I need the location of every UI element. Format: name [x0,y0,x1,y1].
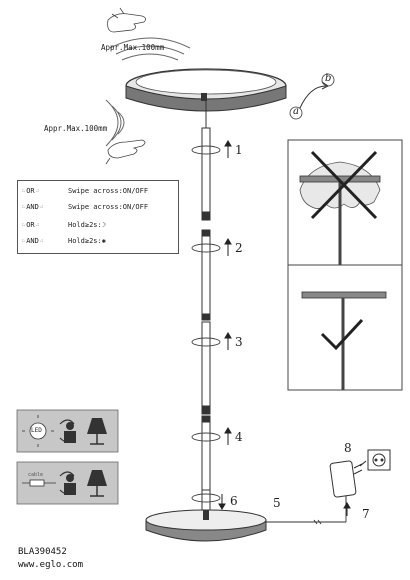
legend-action: Hold≥2s: [68,221,102,229]
distance-label-left: Appr.Max.100mm [44,124,108,133]
legend-row [22,185,148,197]
hand-gesture-icon: ☞OR☜ [22,187,39,195]
hand-top-icon [108,8,146,32]
wall-socket-icon [368,450,390,470]
led-icon-label: LED [31,427,42,434]
step-3: 3 [235,335,243,349]
step-2: 2 [235,241,243,255]
hand-gesture-icon: ☞OR☜ [22,221,39,229]
dim-icon: ☽ [101,221,106,229]
label-b: b [325,73,332,84]
power-adapter-icon [330,461,362,506]
step-8: 8 [344,441,352,455]
website-url: www.eglo.com [18,560,84,570]
brightness-icon: ✺ [101,237,106,245]
model-number: BLA390452 [18,547,67,557]
legend-row [22,201,148,213]
lamp-base [146,510,266,541]
legend-action: Swipe across:ON/OFF [68,187,149,195]
step-6: 6 [230,494,238,508]
legend-action: Swipe across:ON/OFF [68,203,149,211]
legend-row [22,235,106,247]
wrong-example-panel [288,140,402,265]
correct-example-panel [288,265,402,390]
legend-action: Hold≥2s: [68,237,102,245]
step-1: 1 [235,143,243,157]
sensor-waves-left-icon [106,100,124,146]
step-7: 7 [362,507,370,521]
up-arrows [219,141,231,509]
rotation-arrow [300,86,326,108]
step-5: 5 [273,496,281,510]
hand-left-icon [106,140,145,164]
switch-mode-panel [17,462,118,504]
hand-gesture-icon: ☞AND☜ [22,237,44,245]
cable-icon-label: cable [28,472,44,478]
distance-label-top: Appr.Max.100mm [101,43,165,52]
label-a: a [293,106,299,117]
step-4: 4 [235,430,243,444]
legend-row [22,219,106,231]
gesture-legend [17,180,179,254]
hand-gesture-icon: ☞AND☜ [22,203,44,211]
pole [202,101,210,518]
